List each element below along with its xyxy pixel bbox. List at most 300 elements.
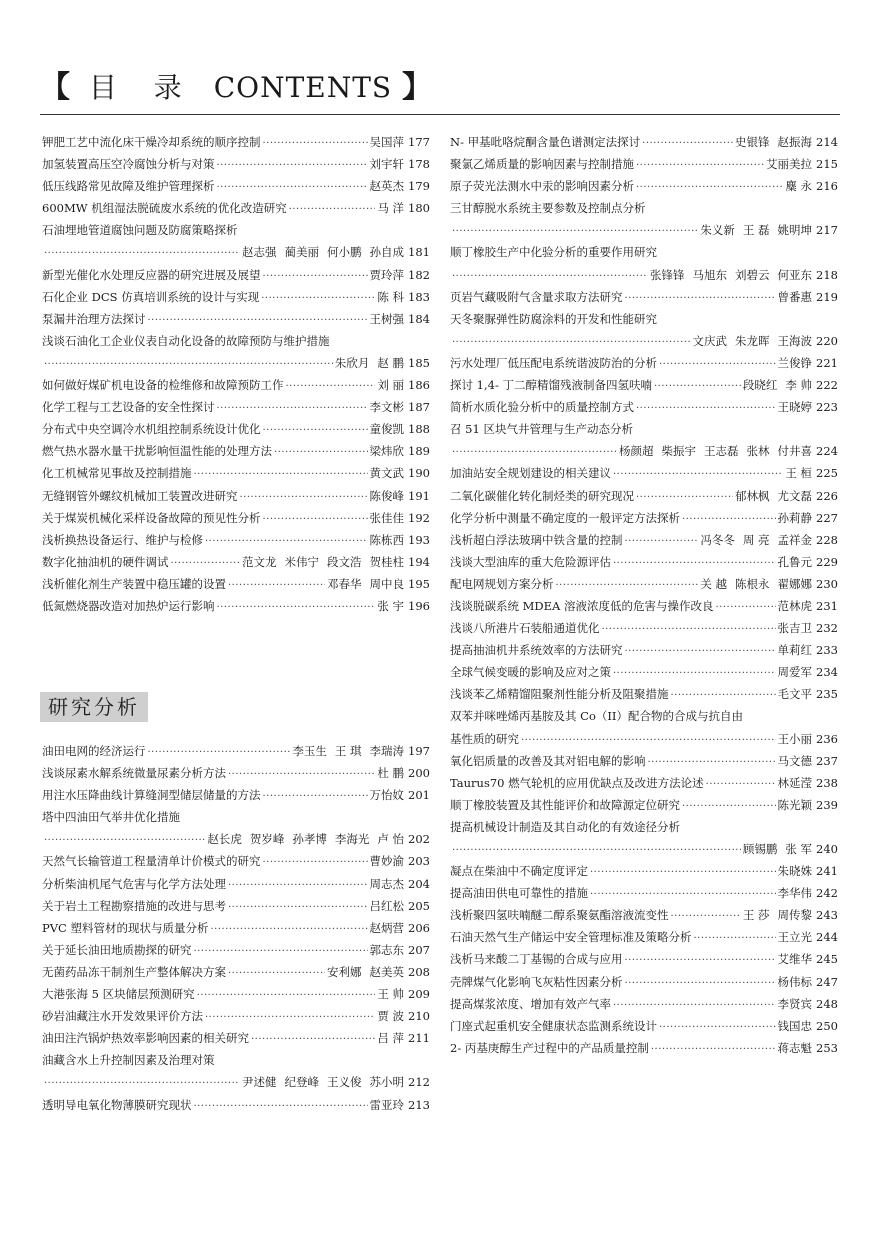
author-name: 张 军 bbox=[785, 842, 813, 856]
dot-leader bbox=[648, 752, 776, 772]
page-number: 185 bbox=[408, 355, 430, 370]
author-name: 冯冬冬 bbox=[700, 532, 735, 547]
page-number: 203 bbox=[408, 854, 430, 869]
entry-authors bbox=[778, 396, 813, 418]
entry-title: 探讨 1,4- 丁二醇精馏残液制备四氢呋喃 bbox=[450, 378, 652, 393]
author-name: 刘碧云 bbox=[735, 267, 770, 282]
entry-authors bbox=[377, 983, 404, 1005]
dot-leader bbox=[171, 553, 241, 573]
entry-authors bbox=[778, 617, 813, 639]
entry-title: 加氢装置高压空冷腐蚀分析与对策 bbox=[42, 157, 215, 172]
toc-entry bbox=[450, 241, 838, 263]
entry-title: 二氧化碳催化转化制烃类的研究现况 bbox=[450, 488, 634, 503]
entry-title: 页岩气藏吸附气含量求取方法研究 bbox=[450, 289, 623, 304]
entry-authors bbox=[778, 750, 813, 772]
page-number: 214 bbox=[816, 135, 838, 149]
author-name: 米伟宁 bbox=[284, 554, 320, 569]
toc-entry bbox=[42, 1094, 430, 1116]
entry-authors bbox=[370, 784, 405, 806]
toc-entry bbox=[42, 219, 430, 241]
author-name: 贾 波 bbox=[377, 1009, 405, 1024]
entry-authors bbox=[370, 939, 405, 961]
entry-authors bbox=[377, 374, 404, 396]
author-name: 朱欣月 bbox=[334, 355, 370, 370]
toc-entry bbox=[450, 485, 838, 507]
dot-leader bbox=[263, 786, 368, 806]
entry-title: 油田注汽锅炉热效率影响因素的相关研究 bbox=[42, 1031, 249, 1046]
page-number: 232 bbox=[816, 621, 838, 636]
entry-title: 关于煤炭机械化采样设备故障的预见性分析 bbox=[42, 510, 261, 525]
entry-authors bbox=[370, 895, 405, 917]
page-number: 200 bbox=[408, 766, 430, 781]
dot-leader bbox=[636, 398, 776, 418]
entry-title: 油藏含水上升控制因素及治理对策 bbox=[42, 1053, 215, 1068]
toc-entry bbox=[42, 462, 430, 484]
page-number: 215 bbox=[816, 157, 838, 172]
author-name: 万怡妏 bbox=[369, 788, 405, 803]
entry-authors bbox=[778, 926, 813, 948]
toc-entry bbox=[450, 882, 838, 904]
entry-authors bbox=[735, 485, 812, 507]
entry-authors bbox=[370, 873, 405, 895]
page-number: 227 bbox=[816, 510, 838, 525]
toc-entry bbox=[42, 396, 430, 418]
entry-authors bbox=[785, 462, 812, 484]
author-name: 李海光 bbox=[334, 832, 370, 847]
page-number: 221 bbox=[816, 355, 838, 370]
entry-authors bbox=[370, 264, 405, 286]
author-name: 陈光颖 bbox=[777, 797, 813, 812]
entry-title: 壳牌煤气化影响飞灰粘性因素分析 bbox=[450, 974, 623, 989]
author-name: 陈 科 bbox=[377, 289, 405, 304]
dot-leader bbox=[217, 398, 368, 418]
author-name: 何小鹏 bbox=[327, 245, 362, 260]
toc-entry bbox=[42, 374, 430, 396]
entry-title: PVC 塑料管材的现状与质量分析 bbox=[42, 920, 209, 935]
author-name: 蒋志魁 bbox=[777, 1040, 813, 1055]
toc-entry bbox=[450, 705, 838, 727]
toc-entry bbox=[450, 772, 838, 794]
author-name: 赵炳营 bbox=[369, 920, 405, 935]
entry-authors bbox=[292, 740, 404, 762]
entry-title: 大港张海 5 区块储层预测研究 bbox=[42, 987, 195, 1002]
toc-entry bbox=[450, 396, 838, 418]
author-name: 孙孝博 bbox=[292, 832, 327, 847]
author-name: 马文德 bbox=[777, 753, 813, 768]
author-name: 赵长虎 bbox=[207, 832, 242, 847]
dot-leader bbox=[263, 266, 368, 286]
dot-leader bbox=[217, 597, 376, 617]
author-name: 赵振海 bbox=[777, 135, 813, 149]
toc-entry bbox=[42, 197, 430, 219]
toc-entry bbox=[42, 1005, 430, 1027]
entry-title: 召 51 区块气井管理与生产动态分析 bbox=[450, 422, 633, 437]
entry-authors bbox=[778, 993, 813, 1015]
entry-authors bbox=[327, 961, 404, 983]
toc-entry bbox=[42, 740, 430, 762]
entry-authors bbox=[650, 264, 812, 286]
toc-entry bbox=[450, 418, 838, 440]
dot-leader bbox=[44, 243, 240, 263]
page-number: 231 bbox=[816, 598, 838, 613]
entry-authors bbox=[778, 551, 813, 573]
author-name: 文庆武 bbox=[692, 333, 728, 348]
entry-title: 燃气热水器水量干扰影响恒温性能的处理方法 bbox=[42, 444, 272, 459]
author-name: 赵志强 bbox=[242, 245, 277, 260]
toc-entry bbox=[450, 971, 838, 993]
dot-leader bbox=[659, 1017, 776, 1037]
entry-title: 门座式起重机安全健康状态监测系统设计 bbox=[450, 1018, 657, 1033]
entry-title: 配电网规划方案分析 bbox=[450, 576, 554, 591]
author-name: 麋 永 bbox=[785, 179, 813, 194]
page-number: 243 bbox=[816, 908, 838, 923]
author-name: 童俊凯 bbox=[369, 422, 405, 437]
author-name: 朱龙晖 bbox=[735, 333, 770, 348]
entry-authors bbox=[778, 971, 813, 993]
entry-title: 塔中四油田气举井优化措施 bbox=[42, 810, 180, 825]
dot-leader bbox=[240, 487, 368, 507]
author-name: 吕 萍 bbox=[377, 1031, 405, 1046]
header-divider bbox=[40, 114, 840, 115]
author-name: 吕红松 bbox=[369, 898, 405, 913]
entry-authors bbox=[785, 175, 812, 197]
section-heading: 研究分析 bbox=[40, 692, 148, 722]
toc-list-left-bottom bbox=[42, 740, 430, 1116]
author-name: 曹妙渝 bbox=[369, 854, 405, 869]
page-number: 197 bbox=[408, 744, 430, 758]
dot-leader bbox=[636, 487, 733, 507]
toc-list-left-top bbox=[42, 131, 430, 617]
author-name: 周中良 bbox=[369, 576, 405, 591]
entry-authors bbox=[778, 639, 813, 661]
author-name: 孟祥金 bbox=[777, 532, 813, 547]
dot-leader bbox=[671, 906, 741, 926]
author-name: 安利娜 bbox=[327, 964, 362, 979]
entry-title: 分布式中央空调冷水机组控制系统设计优化 bbox=[42, 422, 261, 437]
page-number: 237 bbox=[816, 753, 838, 768]
author-name: 张吉卫 bbox=[777, 621, 813, 636]
author-name: 吴国萍 bbox=[369, 135, 405, 149]
page-number: 211 bbox=[408, 1031, 430, 1046]
entry-title: 浅析聚四氢呋喃醚二醇系聚氨酯溶液流变性 bbox=[450, 908, 669, 923]
entry-title: 天冬聚脲弹性防腐涂料的开发和性能研究 bbox=[450, 311, 657, 326]
toc-entry bbox=[450, 639, 838, 661]
entry-authors bbox=[242, 1071, 404, 1093]
dot-leader bbox=[148, 742, 291, 762]
entry-title: 顺丁橡胶装置及其性能评价和故障源定位研究 bbox=[450, 797, 680, 812]
author-name: 王小丽 bbox=[777, 731, 813, 746]
toc-entry bbox=[42, 784, 430, 806]
page-number: 190 bbox=[408, 466, 430, 481]
entry-title: 浅析超白浮法玻璃中铁含量的控制 bbox=[450, 532, 623, 547]
toc-entry bbox=[450, 993, 838, 1015]
author-name: 范文龙 bbox=[242, 554, 277, 569]
entry-authors bbox=[700, 573, 812, 595]
dot-leader bbox=[590, 862, 776, 882]
entry-title: 浅析马来酸二丁基锡的合成与应用 bbox=[450, 952, 623, 967]
toc-entry bbox=[42, 418, 430, 440]
author-name: 赵 鹏 bbox=[377, 355, 405, 370]
entry-authors bbox=[242, 551, 404, 573]
author-name: 王 桓 bbox=[785, 466, 813, 481]
toc-entry bbox=[42, 850, 430, 872]
page-number: 217 bbox=[816, 223, 838, 238]
dot-leader bbox=[694, 928, 776, 948]
toc-entry bbox=[42, 507, 430, 529]
page-number: 196 bbox=[408, 598, 430, 613]
toc-entry bbox=[42, 485, 430, 507]
dot-leader bbox=[602, 619, 776, 639]
toc-entry bbox=[42, 352, 430, 374]
page-number: 184 bbox=[408, 311, 430, 326]
page-number: 202 bbox=[408, 832, 430, 847]
toc-entry bbox=[42, 762, 430, 784]
entry-title: 新型光催化水处理反应器的研究进展及展望 bbox=[42, 267, 261, 282]
entry-authors bbox=[207, 828, 404, 850]
author-name: 单莉红 bbox=[777, 643, 813, 658]
author-name: 李贤宾 bbox=[777, 996, 813, 1011]
page-number: 207 bbox=[408, 942, 430, 957]
author-name: 邓春华 bbox=[327, 576, 362, 591]
toc-entry bbox=[450, 529, 838, 551]
dot-leader bbox=[263, 852, 368, 872]
author-name: 史银锋 bbox=[735, 135, 770, 149]
author-name: 纪登峰 bbox=[284, 1075, 320, 1090]
dot-leader bbox=[228, 764, 375, 784]
page-number: 235 bbox=[816, 687, 838, 702]
toc-entry bbox=[450, 131, 838, 153]
entry-title: 氧化铝质量的改善及其对铝电解的影响 bbox=[450, 753, 646, 768]
page-number: 242 bbox=[816, 886, 838, 901]
entry-authors bbox=[377, 197, 404, 219]
page-number: 241 bbox=[816, 864, 838, 879]
author-name: 孔鲁元 bbox=[777, 554, 813, 569]
page-number: 213 bbox=[408, 1097, 430, 1112]
author-name: 苏小明 bbox=[369, 1075, 405, 1090]
entry-title: 化学分析中测量不确定度的一般评定方法探析 bbox=[450, 510, 680, 525]
dot-leader bbox=[659, 354, 776, 374]
dot-leader bbox=[642, 133, 733, 153]
entry-title: 2- 丙基庚醇生产过程中的产品质量控制 bbox=[450, 1040, 649, 1055]
dot-leader bbox=[636, 177, 783, 197]
toc-entry bbox=[42, 1027, 430, 1049]
entry-authors bbox=[743, 838, 812, 860]
entry-authors bbox=[370, 462, 405, 484]
entry-authors bbox=[778, 728, 813, 750]
entry-title: 无菌药品冻干制剂生产整体解决方案 bbox=[42, 964, 226, 979]
author-name: 杨伟标 bbox=[777, 974, 813, 989]
toc-entry bbox=[450, 153, 838, 175]
toc-entry bbox=[42, 264, 430, 286]
dot-leader bbox=[590, 884, 776, 904]
toc-entry bbox=[450, 440, 838, 462]
author-name: 郭志东 bbox=[369, 942, 405, 957]
page-number: 210 bbox=[408, 1009, 430, 1024]
page-number: 224 bbox=[816, 444, 838, 459]
toc-entry bbox=[42, 939, 430, 961]
entry-title: 关于延长油田地质勘探的研究 bbox=[42, 942, 192, 957]
dot-leader bbox=[706, 774, 776, 794]
entry-authors bbox=[778, 352, 813, 374]
dot-leader bbox=[194, 464, 368, 484]
author-name: 王义俊 bbox=[327, 1075, 362, 1090]
entry-authors bbox=[377, 595, 404, 617]
entry-title: 提高抽油机井系统效率的方法研究 bbox=[450, 643, 623, 658]
dot-leader bbox=[654, 376, 741, 396]
dot-leader bbox=[613, 663, 776, 683]
entry-title: 原子荧光法测水中汞的影响因素分析 bbox=[450, 179, 634, 194]
entry-title: 提高油田供电可靠性的措施 bbox=[450, 886, 588, 901]
author-name: 雷亚玲 bbox=[369, 1097, 405, 1112]
entry-title: 浅析催化剂生产装置中稳压罐的设置 bbox=[42, 576, 226, 591]
close-bracket: 】 bbox=[401, 70, 433, 105]
page-number: 182 bbox=[408, 267, 430, 282]
dot-leader bbox=[263, 420, 368, 440]
entry-title: 三甘醇脱水系统主要参数及控制点分析 bbox=[450, 201, 646, 216]
page-number: 179 bbox=[408, 179, 430, 194]
page-number: 236 bbox=[816, 731, 838, 746]
page-number: 193 bbox=[408, 532, 430, 547]
toc-entry bbox=[450, 595, 838, 617]
toc-entry bbox=[450, 816, 838, 838]
entry-authors bbox=[370, 529, 405, 551]
title-chinese: 目 录 bbox=[88, 71, 196, 104]
entry-authors bbox=[370, 507, 405, 529]
dot-leader bbox=[263, 509, 368, 529]
entry-authors bbox=[370, 175, 405, 197]
toc-entry bbox=[42, 286, 430, 308]
author-name: 马 洋 bbox=[377, 201, 405, 216]
dot-leader bbox=[625, 288, 776, 308]
toc-entry bbox=[42, 308, 430, 330]
author-name: 卢 怡 bbox=[377, 832, 405, 847]
author-name: 黄文武 bbox=[369, 466, 405, 481]
page-title bbox=[40, 66, 433, 110]
dot-leader bbox=[521, 730, 776, 750]
dot-leader bbox=[289, 199, 376, 219]
entry-title: 油田电网的经济运行 bbox=[42, 744, 146, 758]
entry-title: 加油站安全规划建设的相关建议 bbox=[450, 466, 611, 481]
author-name: 张林 bbox=[746, 444, 770, 459]
dot-leader bbox=[625, 950, 776, 970]
toc-entry bbox=[42, 983, 430, 1005]
dot-leader bbox=[194, 941, 368, 961]
entry-title: 浅析换热设备运行、维护与检修 bbox=[42, 532, 203, 547]
author-name: 王海波 bbox=[777, 333, 813, 348]
dot-leader bbox=[452, 840, 741, 860]
toc-entry bbox=[42, 153, 430, 175]
entry-authors bbox=[377, 286, 404, 308]
entry-title: 石油天然气生产储运中安全管理标准及策略分析 bbox=[450, 930, 692, 945]
page-number: 244 bbox=[816, 930, 838, 945]
toc-entry bbox=[42, 573, 430, 595]
left-column bbox=[42, 131, 430, 617]
dot-leader bbox=[205, 531, 368, 551]
entry-title: 石油埋地管道腐蚀问题及防腐策略探析 bbox=[42, 223, 238, 238]
entry-authors bbox=[370, 131, 405, 153]
entry-title: 浅谈八所港片石装船通道优化 bbox=[450, 621, 600, 636]
author-name: 柴振宇 bbox=[661, 444, 697, 459]
entry-authors bbox=[778, 794, 813, 816]
page-number: 212 bbox=[408, 1075, 430, 1090]
toc-entry bbox=[42, 828, 430, 850]
toc-entry bbox=[450, 838, 838, 860]
entry-title: 数字化抽油机的硬件调试 bbox=[42, 554, 169, 569]
entry-authors bbox=[335, 352, 404, 374]
dot-leader bbox=[613, 995, 776, 1015]
toc-entry bbox=[450, 926, 838, 948]
toc-entry bbox=[450, 1037, 838, 1059]
author-name: 陈根永 bbox=[735, 576, 770, 591]
entry-title: 化工机械常见事故及控制措施 bbox=[42, 466, 192, 481]
toc-entry bbox=[450, 462, 838, 484]
entry-authors bbox=[377, 762, 404, 784]
author-name: 尹述健 bbox=[242, 1075, 277, 1090]
entry-title: 浅谈脱碳系统 MDEA 溶液浓度低的危害与操作改良 bbox=[450, 598, 714, 613]
left-column-lower bbox=[42, 740, 430, 1116]
author-name: 马旭东 bbox=[692, 267, 728, 282]
page-number: 233 bbox=[816, 643, 838, 658]
toc-list-right bbox=[450, 131, 838, 1059]
page-number: 187 bbox=[408, 400, 430, 415]
author-name: 王志磊 bbox=[704, 444, 739, 459]
dot-leader bbox=[671, 685, 776, 705]
dot-leader bbox=[261, 288, 375, 308]
toc-entry bbox=[450, 860, 838, 882]
author-name: 朱晓姝 bbox=[777, 864, 813, 879]
page-number: 250 bbox=[816, 1018, 838, 1033]
entry-authors bbox=[700, 529, 812, 551]
author-name: 周 亮 bbox=[742, 532, 770, 547]
author-name: 刘宇轩 bbox=[369, 157, 405, 172]
entry-authors bbox=[370, 308, 405, 330]
author-name: 赵英杰 bbox=[369, 179, 405, 194]
dot-leader bbox=[452, 442, 617, 462]
toc-entry bbox=[42, 917, 430, 939]
page-number: 239 bbox=[816, 797, 838, 812]
author-name: 周爱军 bbox=[777, 665, 813, 680]
page-number: 247 bbox=[816, 974, 838, 989]
entry-title: 钾肥工艺中流化床干燥冷却系统的顺序控制 bbox=[42, 135, 261, 149]
page-number: 186 bbox=[408, 378, 430, 393]
toc-entry bbox=[42, 895, 430, 917]
author-name: 李 帅 bbox=[785, 378, 813, 393]
author-name: 张锋锋 bbox=[650, 267, 685, 282]
page-number: 195 bbox=[408, 576, 430, 591]
page-number: 226 bbox=[816, 488, 838, 503]
author-name: 张 宇 bbox=[377, 598, 405, 613]
page-number: 204 bbox=[408, 876, 430, 891]
entry-authors bbox=[377, 1027, 404, 1049]
dot-leader bbox=[263, 133, 368, 153]
entry-authors bbox=[778, 286, 813, 308]
entry-authors bbox=[778, 683, 813, 705]
toc-entry bbox=[42, 873, 430, 895]
author-name: 杨颜超 bbox=[619, 444, 654, 459]
dot-leader bbox=[636, 155, 764, 175]
author-name: 王树强 bbox=[369, 311, 405, 326]
title-english: CONTENTS bbox=[213, 71, 393, 104]
author-name: 周传黎 bbox=[777, 908, 813, 923]
page-number: 240 bbox=[816, 842, 838, 856]
author-name: 尤文磊 bbox=[777, 488, 813, 503]
dot-leader bbox=[452, 332, 691, 352]
entry-title: N- 甲基吡咯烷酮含量色谱测定法探讨 bbox=[450, 135, 641, 149]
dot-leader bbox=[44, 354, 333, 374]
dot-leader bbox=[228, 875, 368, 895]
entry-title: Taurus70 燃气轮机的应用优缺点及改进方法论述 bbox=[450, 775, 704, 790]
dot-leader bbox=[682, 509, 776, 529]
